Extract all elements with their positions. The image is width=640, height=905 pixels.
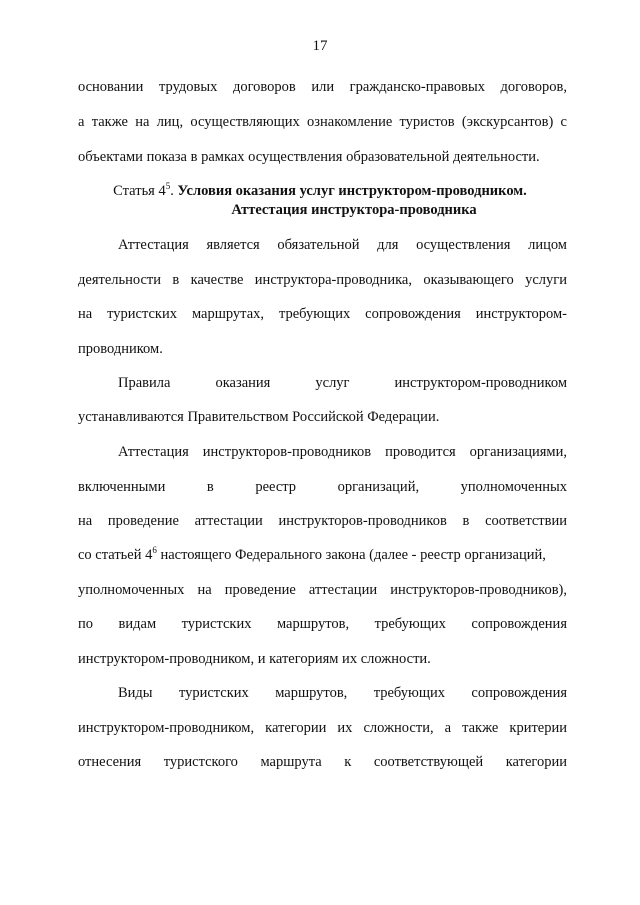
text-line: объектами показа в рамках осуществления образовательной деятельности. [78, 149, 540, 165]
text-line: устанавливаются Правительством Российской Федерации. [78, 409, 440, 425]
text-line: деятельности в качестве инструктора-проводника, оказывающего услуги [78, 272, 567, 288]
text-line: проводником. [78, 341, 163, 357]
text-line: основании трудовых договоров или гражданско-правовых договоров, [78, 79, 567, 95]
text-line: по видам туристских маршрутов, требующих сопровождения [78, 616, 567, 632]
text-line: инструктором-проводником, категории их сложности, а также критерии [78, 720, 567, 736]
text-line-with-reference: со статьей $4^6$ настоящего Федерального закона (далее - реестр организаций, [78, 545, 546, 563]
article-heading-line1 [0, 181, 640, 201]
text-line: уполномоченных на проведение аттестации инструкторов-проводников), [78, 582, 567, 598]
text-line: а также на лиц, осуществляющих ознакомление туристов (экскурсантов) с [78, 114, 567, 130]
text-line: Правила оказания услуг инструктором-проводником [118, 375, 567, 391]
article-title-continued: Аттестация инструктора-проводника [231, 202, 477, 218]
page-number: 17 [312, 38, 328, 54]
article-heading-line2 [0, 200, 640, 220]
text-line: включенными в реестр организаций, уполномоченных [78, 479, 567, 495]
text-line: Аттестация является обязательной для осуществления лицом [118, 237, 567, 253]
article-superscript: 6 [152, 545, 157, 556]
text-line: инструктором-проводником, и категориям их сложности. [78, 651, 431, 667]
text-line: на проведение аттестации инструкторов-проводников в соответствии [78, 513, 567, 529]
article-number: Статья $4^5$. [113, 181, 174, 199]
article-title: Условия оказания услуг инструктором-проводником. [177, 183, 527, 199]
text-line: отнесения туристского маршрута к соответствующей категории [78, 754, 567, 770]
text-line: на туристских маршрутах, требующих сопровождения инструктором- [78, 306, 567, 322]
text-line: Виды туристских маршрутов, требующих сопровождения [118, 685, 567, 701]
text-line: Аттестация инструкторов-проводников проводится организациями, [118, 444, 567, 460]
